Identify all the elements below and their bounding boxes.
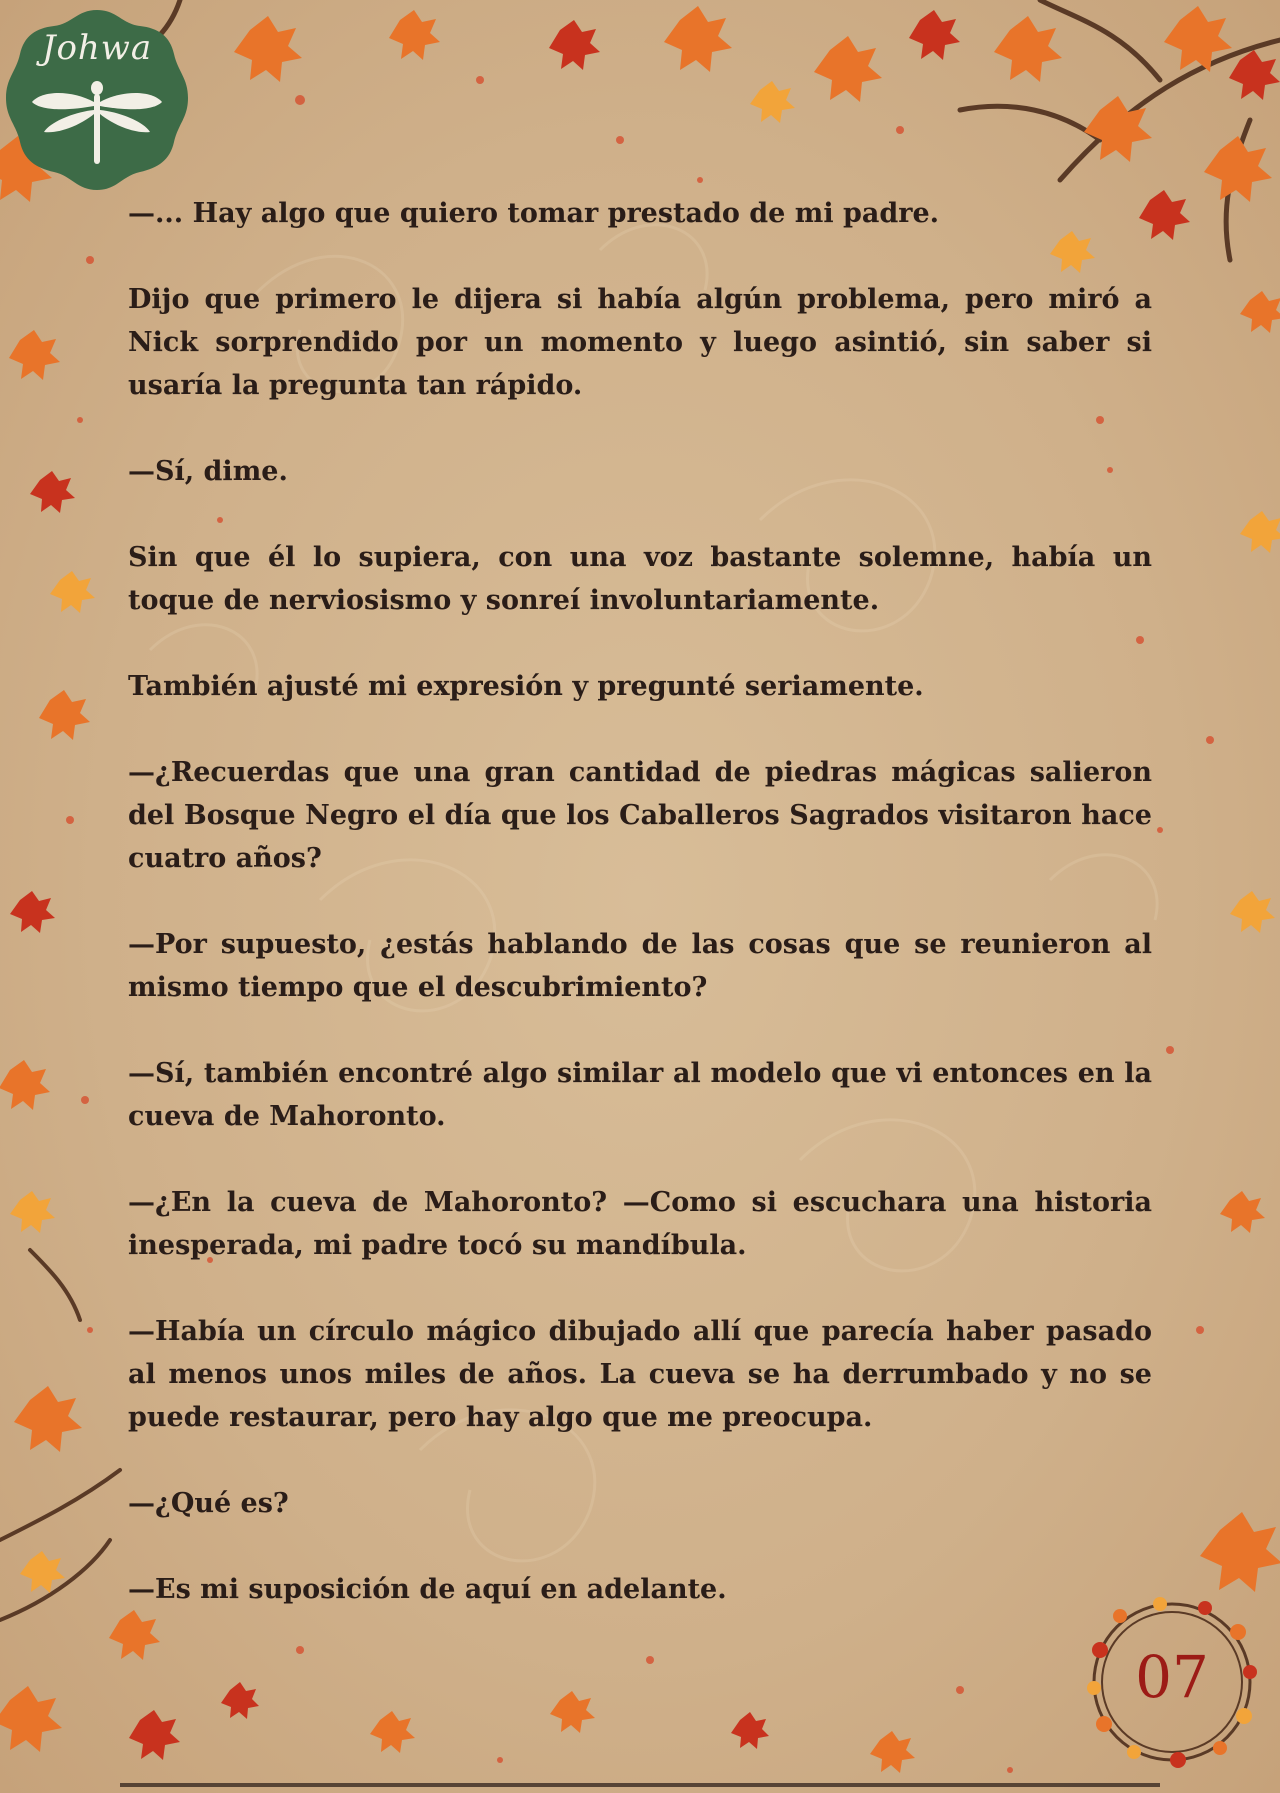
- paragraph: —Había un círculo mágico dibujado allí que parecía haber pasado al menos unos miles de años. La cueva se ha derrumbado y no se puede restaurar, pero hay algo que me preocupa.: [128, 1316, 1152, 1433]
- paragraph: También ajusté mi expresión y pregunté seriamente.: [128, 671, 924, 702]
- logo-text: Johwa: [41, 28, 153, 68]
- paragraph: Dijo que primero le dijera si había algún problema, pero miró a Nick sorprendido por un momento y luego asintió, sin saber si usaría la pregunta tan rápido.: [128, 284, 1152, 401]
- paragraph: —Sí, también encontré algo similar al modelo que vi entonces en la cueva de Mahoronto.: [128, 1058, 1152, 1132]
- johwa-logo: [2, 6, 192, 196]
- paragraph: —¿Qué es?: [128, 1488, 289, 1519]
- page-number: 07: [1135, 1643, 1209, 1711]
- story-text: [128, 192, 1152, 1654]
- page-number-wreath: [1086, 1596, 1258, 1768]
- paragraph: —¿En la cueva de Mahoronto? —Como si escuchara una historia inesperada, mi padre tocó su mandíbula.: [128, 1187, 1152, 1261]
- paragraph: —Es mi suposición de aquí en adelante.: [128, 1574, 727, 1605]
- paragraph: —... Hay algo que quiero tomar prestado de mi padre.: [128, 198, 940, 229]
- paragraph: —Sí, dime.: [128, 456, 288, 487]
- paragraph: Sin que él lo supiera, con una voz bastante solemne, había un toque de nerviosismo y sonreí involuntariamente.: [128, 542, 1152, 616]
- paragraph: —Por supuesto, ¿estás hablando de las cosas que se reunieron al mismo tiempo que el descubrimiento?: [128, 929, 1152, 1003]
- paragraph: —¿Recuerdas que una gran cantidad de piedras mágicas salieron del Bosque Negro el día que los Caballeros Sagrados visitaron hace cuatro años?: [128, 757, 1152, 874]
